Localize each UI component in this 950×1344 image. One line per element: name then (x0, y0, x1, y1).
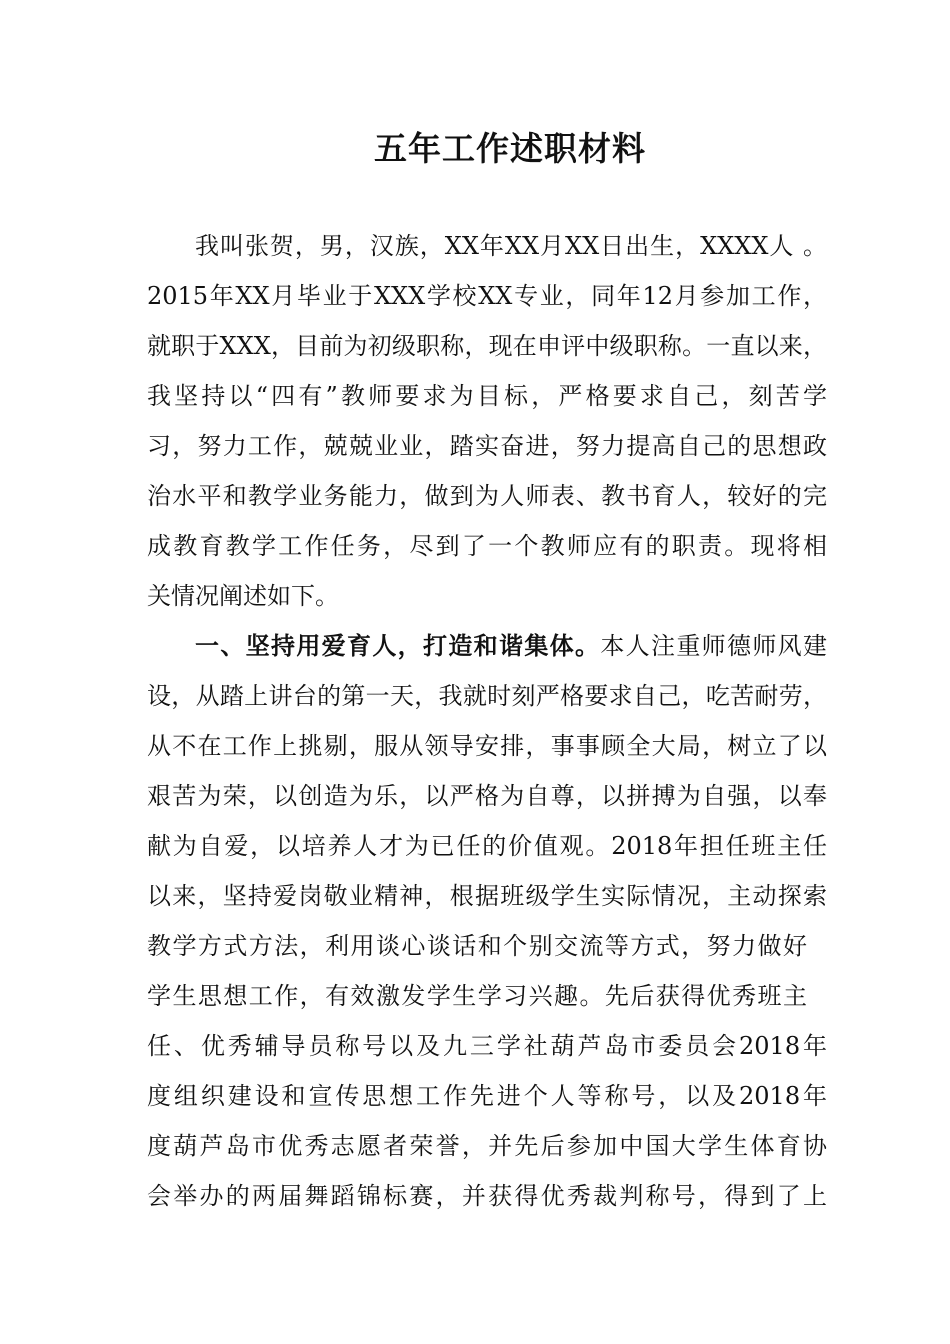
paragraph-line: 治水平和教学业务能力，做到为人师表、教书育人，较好的完 (147, 482, 827, 510)
paragraph-line: 从不在工作上挑剔，服从领导安排，事事顾全大局，树立了以 (147, 732, 827, 760)
paragraph-line: 学生思想工作，有效激发学生学习兴趣。先后获得优秀班主 (147, 982, 807, 1010)
paragraph-line: 度葫芦岛市优秀志愿者荣誉，并先后参加中国大学生体育协 (147, 1132, 827, 1160)
paragraph-line: 艰苦为荣，以创造为乐，以严格为自尊，以拼搏为自强，以奉 (147, 782, 827, 810)
section-text: 本人注重师德师风建 (600, 632, 828, 660)
paragraph-line: 我叫张贺，男，汉族，XX年XX月XX日出生，XXXX人 。 (195, 232, 827, 260)
paragraph-line: 习，努力工作，兢兢业业，踏实奋进，努力提高自己的思想政 (147, 432, 827, 460)
paragraph-line: 设，从踏上讲台的第一天，我就时刻严格要求自己，吃苦耐劳， (147, 682, 827, 710)
section-paragraph-line (195, 622, 827, 670)
paragraph-line: 成教育教学工作任务，尽到了一个教师应有的职责。现将相 (147, 532, 827, 560)
section-heading: 一、坚持用爱育人，打造和谐集体。 (195, 632, 601, 660)
document-title: 五年工作述职材料 (374, 129, 646, 168)
paragraph-line: 就职于XXX，目前为初级职称，现在申评中级职称。一直以来， (147, 332, 827, 360)
paragraph-line: 会举办的两届舞蹈锦标赛，并获得优秀裁判称号，得到了上 (147, 1182, 827, 1210)
paragraph-line: 关情况阐述如下。 (147, 582, 339, 610)
paragraph-line: 献为自爱，以培养人才为已任的价值观。2018年担任班主任 (147, 832, 827, 860)
paragraph-line: 教学方式方法，利用谈心谈话和个别交流等方式，努力做好 (147, 932, 807, 960)
paragraph-line: 2015年XX月毕业于XXX学校XX专业，同年12月参加工作， (147, 282, 827, 310)
paragraph-line: 以来，坚持爱岗敬业精神，根据班级学生实际情况，主动探索 (147, 882, 827, 910)
paragraph-line: 度组织建设和宣传思想工作先进个人等称号，以及2018年 (147, 1082, 827, 1110)
paragraph-line: 我坚持以“四有”教师要求为目标，严格要求自己，刻苦学 (147, 382, 827, 410)
paragraph-line: 任、优秀辅导员称号以及九三学社葫芦岛市委员会2018年 (147, 1032, 827, 1060)
